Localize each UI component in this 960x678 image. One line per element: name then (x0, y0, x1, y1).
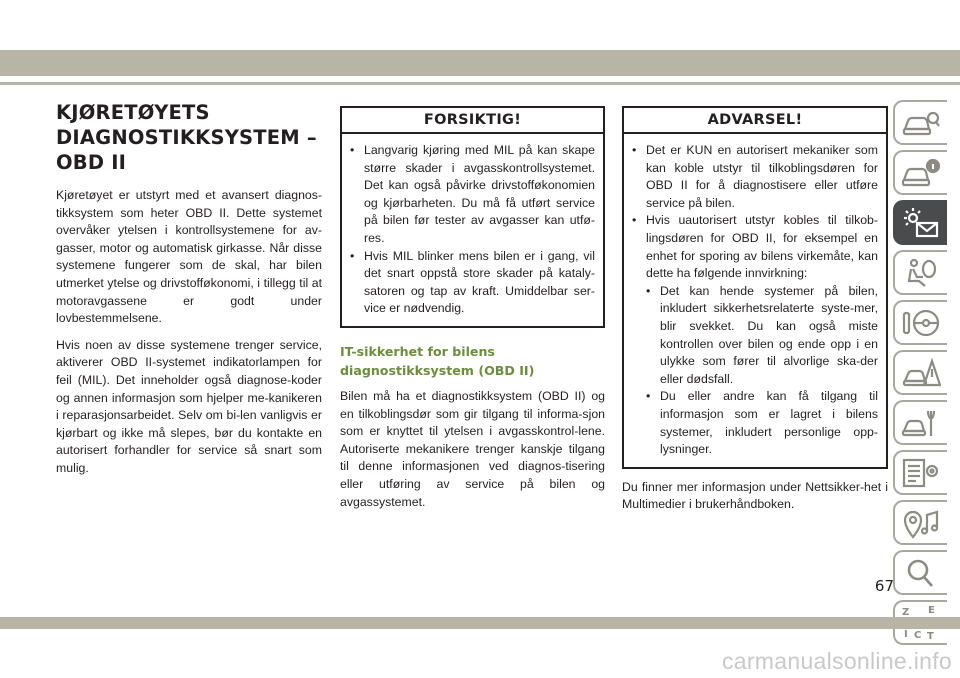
caution-item: • Langvarig kjøring med MIL på kan skape større skader i avgasskontrollsystemet. Det kan også påvirke drivstofføkonomien og kjørbarheten. Du må få utført service på bilen før tester av avgasser kan utfø-res. (350, 142, 595, 248)
tab-starting-driving[interactable] (893, 300, 947, 345)
page-number: 67 (874, 577, 894, 595)
car-info-icon (901, 157, 941, 189)
watermark-text: carmanualsonline.info (721, 648, 952, 674)
index-letter: I (904, 628, 908, 640)
warning-subitem: • Du eller andre kan få tilgang til informasjon som er lagret i bilens systemer, inkludert personlige opp-lysninger. (646, 388, 878, 458)
index-letter: E (928, 604, 935, 616)
more-info-paragraph: Du finner mer informasjon under Nettsikker-het i Multimedier i brukerhåndboken. (622, 479, 888, 512)
tab-emergency[interactable] (893, 350, 947, 395)
heading-line: DIAGNOSTIKKSYSTEM – (56, 126, 317, 149)
multimedia-music-icon (901, 507, 941, 539)
security-heading: IT-sikkerhet for bilens diagnostikksystem (OBD II) (340, 343, 535, 378)
index-letter: Z (902, 606, 910, 618)
top-decor-band (0, 50, 960, 76)
tab-warning-lights[interactable] (893, 200, 947, 245)
index-letter: T (927, 630, 934, 642)
caution-box (340, 106, 605, 328)
airbag-seat-icon (901, 257, 941, 289)
steering-wheel-icon (901, 307, 941, 339)
warning-item: • Det er KUN en autorisert mekaniker som kan koble utstyr til tilkoblingsdøren for OBD II for å diagnostisere eller utføre service på bilen. (632, 142, 878, 212)
warning-subitem: • Det kan hende systemer på bilen, inkludert sikkerhetsrelaterte syste-mer, blir svekket. Du kan også miste kontrollen over bilen og ende opp i en ulykke som fører til alvorlige ska-der eller dødsfall. (646, 283, 878, 389)
intro-paragraph: Kjøretøyet er utstyrt med et avansert diagnos-tikksystem som heter OBD II. Dette systemet overvåker ytelsen i kontrollsystemene for av-gasser, motor og automatisk girkasse. Når disse systemene fungerer som de skal, har bilen utmerket ytelse og drivstofføkonomi, i tillegg til at motoravgassene er godt under lovbestemmelsene. (56, 188, 322, 326)
search-magnifier-icon (901, 557, 941, 589)
heading-line: OBD II (56, 151, 127, 174)
warning-column (622, 106, 888, 523)
tab-car-search[interactable] (893, 100, 947, 145)
warning-box (622, 106, 888, 469)
warning-title: ADVARSEL! (624, 108, 886, 134)
caution-column (340, 106, 605, 520)
warning-light-icon (901, 207, 941, 239)
car-search-icon (901, 107, 941, 139)
tab-car-info[interactable] (893, 150, 947, 195)
bottom-decor-band (0, 617, 960, 629)
index-letter: C (914, 629, 922, 641)
chapter-tabs (893, 100, 951, 650)
warning-item: • Hvis uautorisert utstyr kobles til tilkob-lingsdøren for OBD II, for eksempel en enhet for sporing av bilens virkemåte, kan dette ha følgende innvirkning: (632, 212, 878, 282)
caution-title: FORSIKTIG! (342, 108, 603, 134)
tab-specifications[interactable] (893, 450, 947, 495)
tab-multimedia[interactable] (893, 500, 947, 545)
heading-line: KJØRETØYETS (56, 101, 210, 124)
tab-servicing[interactable] (893, 400, 947, 445)
caution-item: • Hvis MIL blinker mens bilen er i gang, vil det snart oppstå store skader på kataly-satoren og tap av kraft. Umiddelbar ser-vice er nødvendig. (350, 248, 595, 318)
top-decor-line (0, 82, 960, 85)
intro-column (56, 100, 322, 487)
security-paragraph: Bilen må ha et diagnostikksystem (OBD II) og en tilkoblingsdør som gir tilgang til informa-sjon som er knyttet til ytelsen i avgasskontrol-lene. Autoriserte mekanikere trenger kanskje tilgang til denne informasjonen ved diagnos-tisering eller utføring av service på bilen og avgassystemet. (340, 388, 605, 509)
tab-customer-assistance[interactable] (893, 550, 947, 595)
roadside-warning-icon (901, 357, 941, 389)
intro-paragraph: Hvis noen av disse systemene trenger service, aktiverer OBD II-systemet indikatorlampen for feil (MIL). Det inneholder også diagnose-koder og annen informasjon som hjelper me-kanikeren i reparasjonsarbeidet. Selv om bi-len vanligvis er kjørbart og ikke må slepes, bør du kontakte en autorisert forhandler for service så snart som mulig. (56, 337, 322, 475)
tab-safety[interactable] (893, 250, 947, 295)
specifications-gear-icon (901, 457, 941, 489)
wrench-car-icon (901, 407, 941, 439)
page-heading (56, 100, 322, 175)
